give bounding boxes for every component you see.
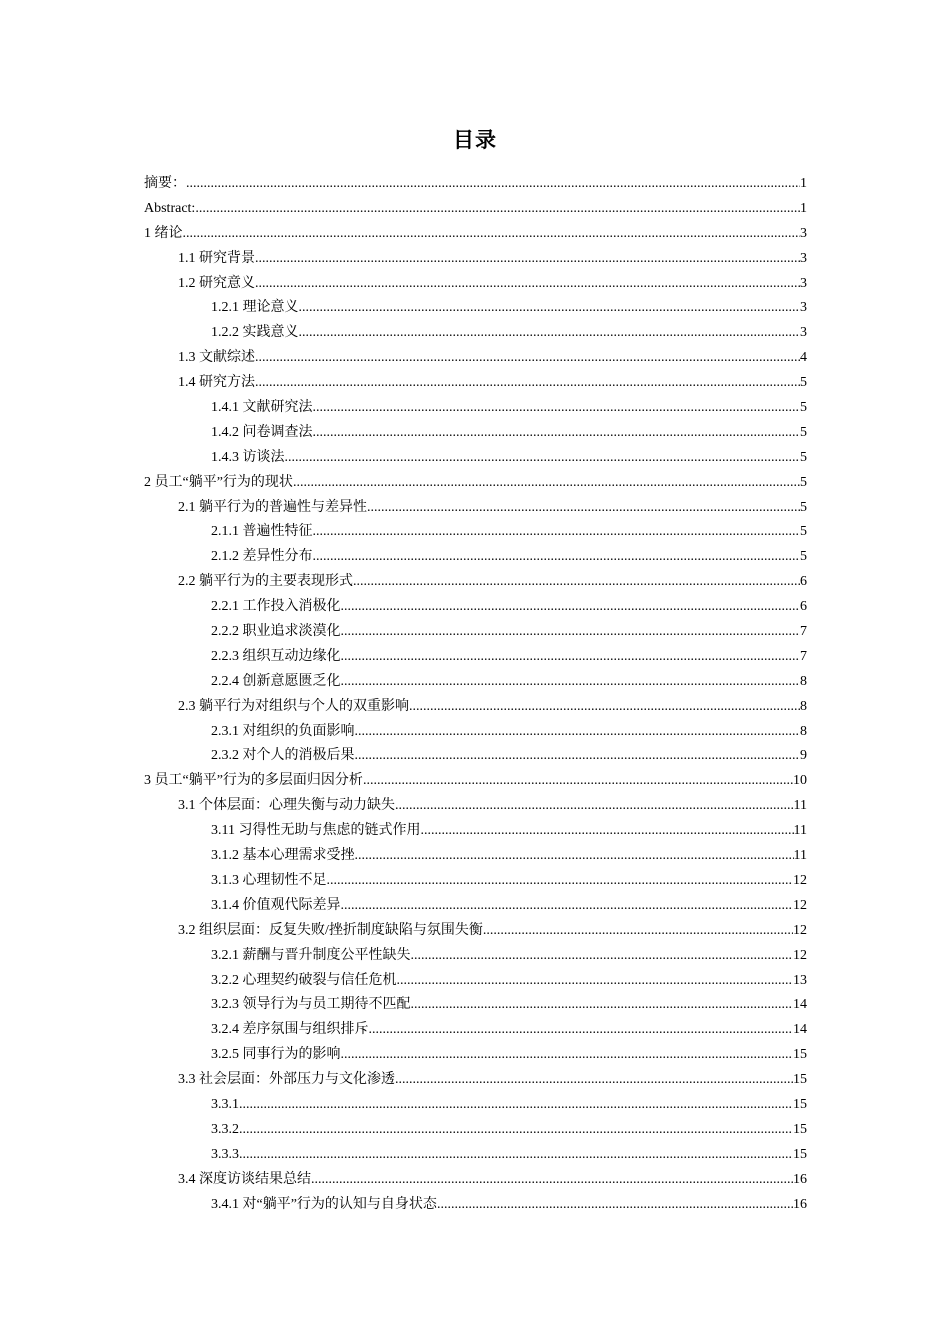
toc-page-number: 16 (793, 1171, 807, 1187)
toc-leader-dots (395, 1068, 793, 1093)
toc-leader-dots (341, 1043, 794, 1068)
toc-leader-dots (353, 570, 800, 595)
toc-entry-title: Abstract: (144, 200, 196, 216)
toc-leader-dots (363, 769, 793, 794)
toc-entry-title: 2.1 躺平行为的普遍性与差异性 (178, 499, 367, 515)
toc-entry[interactable] (144, 794, 807, 819)
toc-entry[interactable] (144, 371, 807, 396)
toc-page-number: 12 (793, 947, 807, 963)
toc-entry-title: 3.3.3 (211, 1146, 239, 1162)
toc-page-number: 14 (793, 997, 807, 1013)
toc-page-number: 13 (793, 972, 807, 988)
toc-list (144, 172, 807, 1217)
toc-entry-title: 2 员工“躺平”行为的现状 (144, 474, 293, 490)
toc-page-number: 8 (800, 673, 807, 689)
toc-page-number: 8 (800, 723, 807, 739)
toc-entry-title: 3.3.1 (211, 1096, 239, 1112)
toc-page-number: 3 (800, 225, 807, 241)
toc-entry[interactable] (144, 272, 807, 297)
toc-page-number: 6 (800, 599, 807, 615)
toc-leader-dots (313, 421, 801, 446)
toc-entry[interactable] (144, 222, 807, 247)
toc-page-number: 11 (793, 823, 807, 839)
toc-page-number: 6 (800, 574, 807, 590)
toc-entry[interactable] (144, 919, 807, 944)
toc-entry-title: 3.2.2 心理契约破裂与信任危机 (211, 972, 397, 988)
toc-entry-title: 3.1.3 心理韧性不足 (211, 872, 327, 888)
toc-entry[interactable] (144, 296, 807, 321)
toc-leader-dots (255, 371, 800, 396)
toc-page-number: 11 (793, 798, 807, 814)
toc-entry[interactable] (144, 1093, 807, 1118)
toc-leader-dots (239, 1118, 793, 1143)
toc-entry[interactable] (144, 471, 807, 496)
toc-entry-title: 3.1.4 价值观代际差异 (211, 897, 341, 913)
toc-leader-dots (186, 172, 800, 197)
toc-entry[interactable] (144, 944, 807, 969)
toc-leader-dots (341, 894, 794, 919)
toc-entry-title: 3.11 习得性无助与焦虑的链式作用 (211, 823, 421, 839)
toc-entry[interactable] (144, 993, 807, 1018)
toc-page-number: 3 (800, 300, 807, 316)
toc-entry[interactable] (144, 172, 807, 197)
toc-entry[interactable] (144, 744, 807, 769)
toc-entry-title: 3.1 个体层面：心理失衡与动力缺失 (178, 798, 395, 814)
toc-entry[interactable] (144, 844, 807, 869)
toc-leader-dots (341, 595, 801, 620)
toc-entry[interactable] (144, 570, 807, 595)
toc-leader-dots (255, 346, 800, 371)
toc-leader-dots (341, 620, 801, 645)
toc-entry-title: 1.2 研究意义 (178, 275, 255, 291)
toc-leader-dots (341, 670, 801, 695)
toc-leader-dots (313, 545, 801, 570)
toc-entry-title: 3.3 社会层面：外部压力与文化渗透 (178, 1072, 395, 1088)
toc-entry-title: 3.2.1 薪酬与晋升制度公平性缺失 (211, 947, 411, 963)
toc-leader-dots (355, 720, 801, 745)
toc-leader-dots (411, 993, 794, 1018)
toc-leader-dots (293, 471, 800, 496)
toc-entry-title: 1.4.2 问卷调查法 (211, 424, 313, 440)
toc-entry[interactable] (144, 1118, 807, 1143)
toc-page-number: 5 (800, 474, 807, 490)
toc-page-number: 11 (793, 848, 807, 864)
toc-entry-title: 2.3 躺平行为对组织与个人的双重影响 (178, 698, 409, 714)
toc-entry[interactable] (144, 720, 807, 745)
toc-entry[interactable] (144, 545, 807, 570)
toc-entry-title: 3.2.4 差序氛围与组织排斥 (211, 1022, 369, 1038)
toc-entry-title: 2.3.1 对组织的负面影响 (211, 723, 355, 739)
toc-entry-title: 1.3 文献综述 (178, 350, 255, 366)
toc-leader-dots (255, 247, 800, 272)
toc-entry[interactable] (144, 620, 807, 645)
toc-page-number: 15 (793, 1121, 807, 1137)
toc-page-number: 5 (800, 549, 807, 565)
toc-title: 目录 (453, 128, 497, 152)
toc-entry-title: 3.3.2 (211, 1121, 239, 1137)
toc-entry-title: 3 员工“躺平”行为的多层面归因分析 (144, 773, 363, 789)
toc-leader-dots (437, 1193, 793, 1218)
toc-page-number: 7 (800, 648, 807, 664)
toc-entry[interactable] (144, 396, 807, 421)
toc-entry-title: 1 绪论 (144, 225, 183, 241)
toc-entry[interactable] (144, 869, 807, 894)
toc-page-number: 15 (793, 1146, 807, 1162)
toc-entry[interactable] (144, 1068, 807, 1093)
toc-leader-dots (420, 819, 793, 844)
toc-page-number: 3 (800, 325, 807, 341)
toc-page-number: 12 (793, 897, 807, 913)
toc-entry[interactable] (144, 645, 807, 670)
toc-entry-title: 2.2.3 组织互动边缘化 (211, 648, 341, 664)
toc-leader-dots (183, 222, 801, 247)
toc-entry-title: 1.2.2 实践意义 (211, 325, 299, 341)
toc-leader-dots (397, 969, 794, 994)
toc-entry[interactable] (144, 247, 807, 272)
toc-leader-dots (255, 272, 800, 297)
toc-entry[interactable] (144, 670, 807, 695)
toc-leader-dots (195, 197, 800, 222)
toc-entry-title: 3.2.5 同事行为的影响 (211, 1047, 341, 1063)
toc-entry-title: 2.1.2 差异性分布 (211, 549, 313, 565)
toc-entry-title: 2.2 躺平行为的主要表现形式 (178, 574, 353, 590)
toc-leader-dots (311, 1168, 793, 1193)
toc-leader-dots (239, 1093, 793, 1118)
toc-page-number: 12 (793, 872, 807, 888)
toc-entry-title: 摘要： (144, 176, 186, 191)
toc-page-number: 5 (800, 499, 807, 515)
toc-leader-dots (483, 919, 793, 944)
toc-entry[interactable] (144, 894, 807, 919)
toc-leader-dots (341, 645, 801, 670)
toc-page-number: 4 (800, 350, 807, 366)
toc-leader-dots (313, 396, 801, 421)
toc-entry[interactable] (144, 346, 807, 371)
toc-entry-title: 1.4.1 文献研究法 (211, 400, 313, 416)
toc-page-number: 5 (800, 424, 807, 440)
toc-entry-title: 1.4.3 访谈法 (211, 449, 285, 465)
toc-entry[interactable] (144, 595, 807, 620)
toc-entry[interactable] (144, 1168, 807, 1193)
toc-entry-title: 3.4.1 对“躺平”行为的认知与自身状态 (211, 1196, 437, 1212)
toc-leader-dots (299, 321, 801, 346)
toc-leader-dots (369, 1018, 794, 1043)
toc-entry-title: 1.4 研究方法 (178, 375, 255, 391)
toc-page-number: 5 (800, 449, 807, 465)
toc-entry[interactable] (144, 819, 807, 844)
toc-page-number: 1 (800, 200, 807, 216)
toc-leader-dots (355, 844, 794, 869)
toc-entry-title: 2.1.1 普遍性特征 (211, 524, 313, 540)
toc-leader-dots (395, 794, 794, 819)
toc-page-number: 5 (800, 524, 807, 540)
toc-entry[interactable] (144, 769, 807, 794)
toc-entry[interactable] (144, 421, 807, 446)
toc-entry-title: 2.2.1 工作投入消极化 (211, 599, 341, 615)
toc-entry[interactable] (144, 1018, 807, 1043)
toc-leader-dots (239, 1143, 793, 1168)
toc-page-number: 5 (800, 400, 807, 416)
toc-leader-dots (411, 944, 794, 969)
toc-leader-dots (355, 744, 801, 769)
toc-entry[interactable] (144, 446, 807, 471)
toc-page-number: 16 (793, 1196, 807, 1212)
toc-entry-title: 1.2.1 理论意义 (211, 300, 299, 316)
toc-entry[interactable] (144, 695, 807, 720)
toc-leader-dots (409, 695, 800, 720)
toc-entry[interactable] (144, 321, 807, 346)
toc-entry-title: 3.1.2 基本心理需求受挫 (211, 848, 355, 864)
toc-page-number: 14 (793, 1022, 807, 1038)
toc-entry[interactable] (144, 197, 807, 222)
toc-page-number: 8 (800, 698, 807, 714)
toc-entry[interactable] (144, 496, 807, 521)
toc-leader-dots (313, 520, 801, 545)
toc-page-number: 12 (793, 922, 807, 938)
toc-entry-title: 2.2.4 创新意愿匮乏化 (211, 673, 341, 689)
toc-page-number: 10 (793, 773, 807, 789)
toc-page-number: 9 (800, 748, 807, 764)
toc-entry[interactable] (144, 1043, 807, 1068)
toc-page-number: 7 (800, 624, 807, 640)
toc-entry-title: 2.2.2 职业追求淡漠化 (211, 624, 341, 640)
toc-entry-title: 2.3.2 对个人的消极后果 (211, 748, 355, 764)
toc-entry[interactable] (144, 1143, 807, 1168)
toc-page-number: 3 (800, 275, 807, 291)
toc-entry-title: 1.1 研究背景 (178, 250, 255, 266)
toc-page-number: 15 (793, 1072, 807, 1088)
toc-page-number: 15 (793, 1096, 807, 1112)
toc-entry-title: 3.2 组织层面：反复失败/挫折制度缺陷与氛围失衡 (178, 922, 483, 938)
toc-leader-dots (285, 446, 801, 471)
toc-entry-title: 3.4 深度访谈结果总结 (178, 1171, 311, 1187)
toc-leader-dots (367, 496, 800, 521)
toc-page-number: 15 (793, 1047, 807, 1063)
toc-page-number: 5 (800, 375, 807, 391)
toc-entry[interactable] (144, 1193, 807, 1218)
toc-leader-dots (327, 869, 794, 894)
toc-entry-title: 3.2.3 领导行为与员工期待不匹配 (211, 997, 411, 1013)
toc-page-number: 1 (800, 176, 807, 191)
toc-entry[interactable] (144, 969, 807, 994)
toc-entry[interactable] (144, 520, 807, 545)
toc-leader-dots (299, 296, 801, 321)
toc-page-number: 3 (800, 250, 807, 266)
